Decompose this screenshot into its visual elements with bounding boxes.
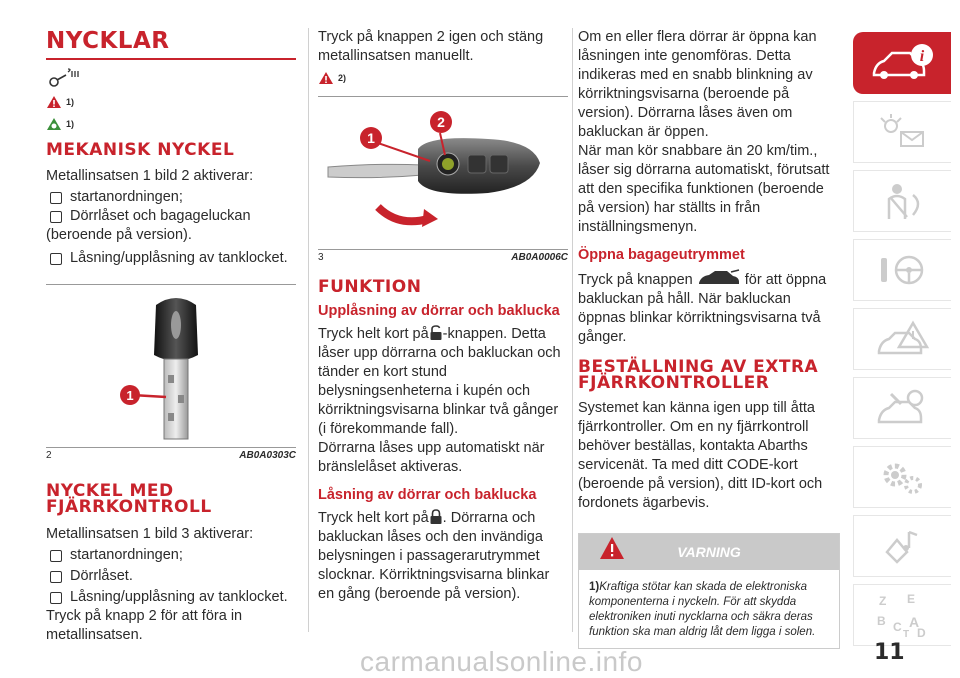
- list-item: startanordningen;: [46, 546, 296, 565]
- emergency-icon: [873, 319, 933, 359]
- list-item: Dörrlåset.: [46, 567, 296, 586]
- checkbox-bullet-icon: [50, 253, 62, 265]
- checkbox-bullet-icon: [50, 592, 62, 604]
- page-number: 11: [874, 640, 905, 665]
- checkbox-bullet-icon: [50, 192, 62, 204]
- tab-maintenance[interactable]: [853, 377, 951, 439]
- paragraph: Om en eller flera dörrar är öppna kan låsningen inte genomföras. Detta indikeras med en snabb blinkning av körriktningsvisarna (beroende på version). Dörrarna låses även om bakluckan är öppen.: [578, 29, 817, 140]
- checkbox-bullet-icon: [50, 211, 62, 223]
- environment-reference: 1): [46, 114, 296, 134]
- svg-text:C: C: [892, 620, 902, 634]
- gears-icon: [873, 457, 933, 497]
- callout-1: 1: [120, 385, 140, 405]
- heading-order-remotes: BESTÄLLNING AV EXTRA FJÄRRKONTROLLER: [578, 357, 819, 393]
- svg-text:B: B: [876, 614, 886, 628]
- tab-technical-data[interactable]: [853, 446, 951, 508]
- tab-emergency[interactable]: [853, 308, 951, 370]
- paragraph: Dörrarna låses upp automatiskt när bränslelåset aktiveras.: [318, 440, 545, 475]
- checkbox-bullet-icon: [50, 571, 62, 583]
- heading-open-trunk: Öppna bagageutrymmet: [578, 247, 745, 263]
- column-divider: [572, 28, 573, 632]
- warning-icon: [318, 71, 334, 85]
- warning-lights-icon: [873, 112, 933, 152]
- seatbelt-icon: [873, 181, 933, 221]
- paragraph: Systemet kan känna igen upp till åtta fjärrkontroller. Om en ny fjärrkontroll behöver beställas, kontakta Abarths servicenät. Ta med ditt CODE-kort (beroende på version), ditt ID-kort och fordonets ägarbevis.: [578, 400, 823, 511]
- figure-number: 2: [46, 450, 52, 461]
- warning-box: [578, 533, 840, 649]
- list-item: Låsning/upplåsning av tanklocket.: [46, 249, 296, 268]
- warning-header: [579, 534, 839, 570]
- svg-text:E: E: [906, 592, 915, 606]
- unlock-icon: [429, 325, 443, 341]
- heading-unlock: Upplåsning av dörrar och baklucka: [318, 303, 560, 319]
- left-column: [46, 28, 296, 645]
- list-item: startanordningen;: [46, 188, 296, 207]
- svg-text:D: D: [916, 626, 926, 639]
- paragraph: (beroende på version).: [46, 227, 192, 243]
- figure-code: AB0A0303C: [239, 450, 296, 461]
- maintenance-icon: [873, 388, 933, 428]
- warning-icon: [46, 95, 62, 109]
- figure-code: AB0A0006C: [511, 252, 568, 263]
- heading-remote-key: NYCKEL MED FJÄRRKONTROLL: [46, 481, 212, 517]
- paragraph: Metallinsatsen 1 bild 3 aktiverar:: [46, 526, 254, 542]
- paragraph: När man kör snabbare än 20 km/tim., låser sig dörrarna automatiskt, förutsatt att den specifika funktionen (beroende på version) har ställts in från inställningsmenyn.: [578, 143, 830, 235]
- list-item: Låsning/upplåsning av tanklocket.: [46, 588, 296, 607]
- section-title: NYCKLAR: [46, 28, 170, 54]
- paragraph: Tryck helt kort på . Dörrarna och bakluckan låses och den invändiga belysningen i passagerarutrymmet slocknar. Körriktningsvisarna blinkar en gång (beroende på version).: [318, 510, 550, 602]
- svg-text:Z: Z: [878, 594, 886, 608]
- multimedia-icon: [873, 526, 933, 566]
- heading-function: FUNKTION: [318, 277, 422, 297]
- lock-icon: [429, 509, 443, 525]
- svg-text:A: A: [908, 614, 919, 630]
- heading-lock: Låsning av dörrar och baklucka: [318, 487, 537, 503]
- steering-wheel-icon: [873, 250, 933, 290]
- trunk-icon: [697, 269, 741, 287]
- paragraph: Tryck på knappen för att öppna bakluckan på håll. När bakluckan öppnas blinkar körriktningsvisarna två gånger.: [578, 269, 840, 347]
- paragraph: Tryck på knapp 2 för att föra in metallinsatsen.: [46, 608, 243, 643]
- figure-caption: [46, 450, 296, 461]
- column-divider: [308, 28, 309, 632]
- tab-lights-messages[interactable]: [853, 101, 951, 163]
- svg-text:i: i: [919, 48, 924, 65]
- callout-2: 2: [430, 111, 452, 133]
- watermark: carmanualsonline.info: [360, 646, 643, 677]
- key-symbol-icon: [46, 68, 296, 90]
- checkbox-bullet-icon: [50, 550, 62, 562]
- callout-1: 1: [360, 127, 382, 149]
- warning-text: 1)Kraftiga stötar kan skada de elektroniska komponenterna i nyckeln. För att skydda elektroniken inuti nycklarna och säkra deras funktion ska man aldrig låt dem ligga i solen.: [589, 581, 816, 638]
- tab-index[interactable]: [853, 584, 951, 646]
- car-info-icon: [870, 43, 936, 83]
- tab-multimedia[interactable]: [853, 515, 951, 577]
- figure-number: 3: [318, 252, 324, 263]
- chapter-sidebar: [853, 32, 951, 653]
- title-underline: [46, 58, 296, 60]
- middle-column: [318, 28, 568, 604]
- mechanical-key-image: [46, 285, 296, 445]
- paragraph: Tryck helt kort på -knappen. Detta låser upp dörrarna och bakluckan och tänder en kort stund belysningsenheterna i kupén och körriktningsvisarna blinkar två gånger (i förekommande fall).: [318, 326, 561, 437]
- warning-reference: 1): [46, 92, 296, 112]
- paragraph: Tryck på knappen 2 igen och stäng metallinsatsen manuellt.: [318, 29, 544, 64]
- figure-mechanical-key: [46, 284, 296, 448]
- tab-vehicle-info[interactable]: [853, 32, 951, 94]
- tab-driving[interactable]: [853, 239, 951, 301]
- warning-reference: 2): [318, 68, 568, 88]
- figure-caption: [318, 252, 568, 263]
- warning-title: VARNING: [677, 544, 741, 560]
- heading-mechanical-key: MEKANISK NYCKEL: [46, 140, 235, 160]
- figure-remote-key: [318, 96, 568, 250]
- right-column: [578, 28, 840, 649]
- paragraph: Metallinsatsen 1 bild 2 aktiverar:: [46, 168, 254, 184]
- list-item: Dörrlåset och bagageluckan: [46, 207, 296, 226]
- environment-icon: [46, 117, 62, 131]
- tab-safety[interactable]: [853, 170, 951, 232]
- warning-icon: [599, 536, 625, 560]
- alphabet-index-icon: [873, 591, 933, 639]
- svg-text:T: T: [902, 629, 909, 639]
